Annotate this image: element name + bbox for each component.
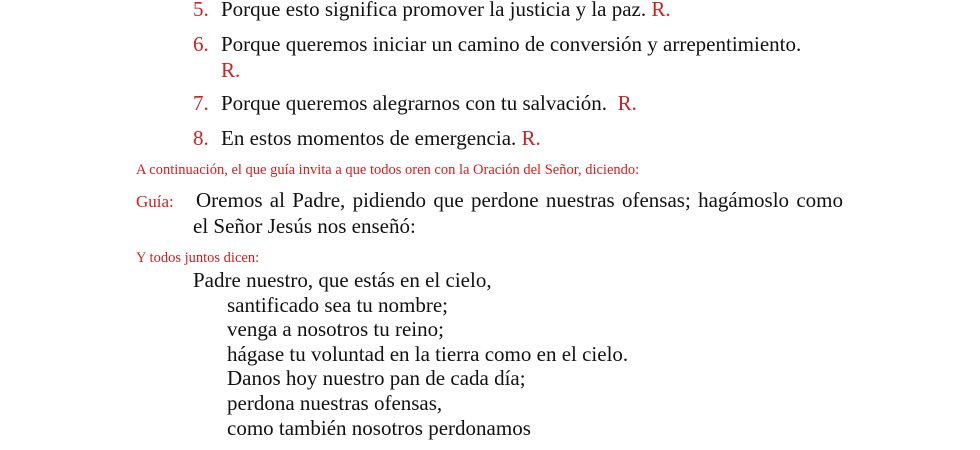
item-text: Porque esto significa promover la justicia y la paz. — [221, 0, 647, 21]
item-number: 7. — [193, 91, 209, 115]
prayer-line: venga a nosotros tu reino; — [227, 317, 444, 342]
response-marker: R. — [651, 0, 671, 21]
item-number: 6. — [193, 32, 209, 56]
response-marker: R. — [521, 126, 541, 150]
prayer-line: Padre nuestro, que estás en el cielo, — [193, 268, 492, 292]
prayer-line: Danos hoy nuestro pan de cada día; — [227, 366, 526, 391]
prayer-line: perdona nuestras ofensas, — [227, 390, 443, 415]
response-marker: R. — [617, 91, 637, 115]
prayer-line: santificado sea tu nombre; — [227, 292, 449, 317]
item-text: En estos momentos de emergencia. — [221, 126, 517, 150]
item-number: 5. — [193, 0, 209, 21]
rubric-instruction-2: Y todos juntos dicen: — [136, 250, 260, 266]
lords-prayer — [193, 268, 628, 440]
item-text: Porque queremos iniciar un camino de conversión y arrepentimiento. — [221, 32, 802, 56]
guia-label: Guía: — [136, 192, 174, 211]
prayer-line: como también nosotros perdonamos — [227, 415, 531, 440]
item-text: Porque queremos alegrarnos con tu salvación. — [221, 91, 608, 115]
guia-text: Oremos al Padre, pidiendo que perdone nuestras ofensas; hagámoslo como el Señor Jesús nos enseñó: — [193, 188, 843, 238]
rubric-instruction: A continuación, el que guía invita a que todos oren con la Oración del Señor, diciendo: — [136, 162, 640, 178]
item-number: 8. — [193, 126, 209, 150]
prayer-line: hágase tu voluntad en la tierra como en el cielo. — [227, 341, 629, 366]
response-marker: R. — [221, 58, 241, 82]
